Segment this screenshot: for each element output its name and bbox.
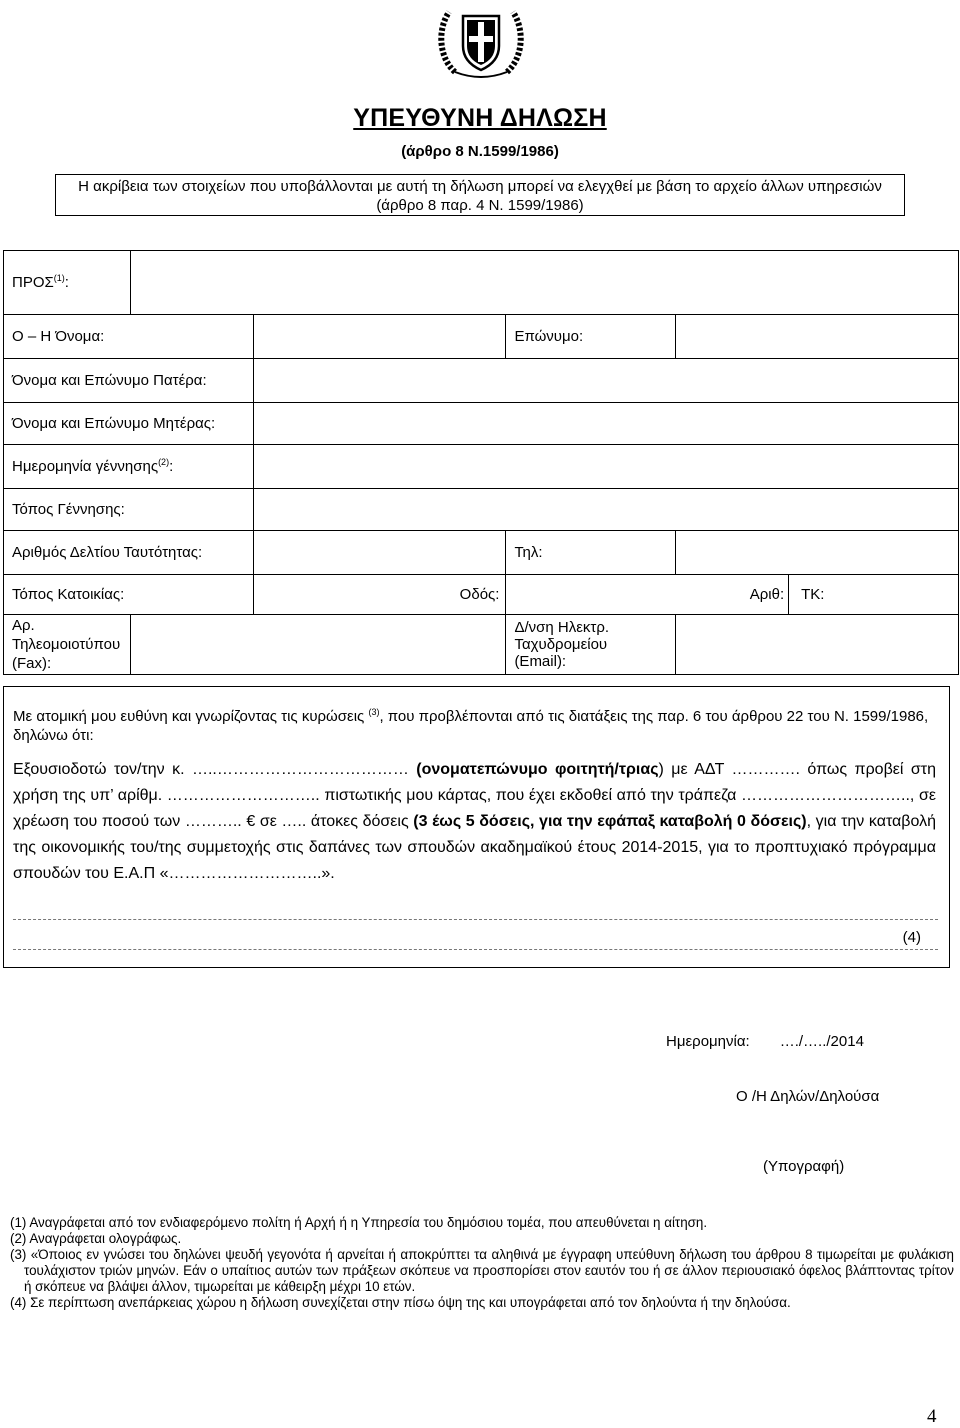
street-label: Οδός: xyxy=(253,575,506,615)
footnote-item: (3) «Όποιος εν γνώσει του δηλώνει ψευδή γεγονότα ή αρνείται ή αποκρύπτει τα αληθινά με έγγραφη υπεύθυνη δήλωση του άρθρου 8 τιμωρείται με φυλάκιση τουλάχιστον τριών μηνών. Εάν ο υπαίτιος αυτών των πράξεων σκόπευε να προσπορίσει στον εαυτόν του ή σε άλλον περιουσιακό όφελος βλάπτοντας τρίτον ή σκόπευε να βλάψει άλλον, τιμωρείται με κάθειρξη μέχρι 10 ετών. xyxy=(10,1247,954,1294)
statement-dashed-line xyxy=(13,949,938,950)
first-name-label: Ο – Η Όνομα: xyxy=(4,315,254,359)
id-card-label: Αριθμός Δελτίου Ταυτότητας: xyxy=(4,531,254,575)
birthdate-label: Ημερομηνία γέννησης$^{(2)}$: xyxy=(4,445,254,489)
statement-box xyxy=(3,686,950,968)
date-field[interactable]: …./…../2014 xyxy=(779,1033,864,1050)
mother-name-field[interactable] xyxy=(253,403,958,445)
statement-dashed-line xyxy=(13,919,938,920)
page-number: 4 xyxy=(927,1406,937,1427)
mother-name-label: Όνομα και Επώνυμο Μητέρας: xyxy=(4,403,254,445)
statement-text[interactable]: Εξουσιοδοτώ τον/την κ. …..……………………………… (ονοματεπώνυμο φοιτητή/τριας) με ΑΔΤ …………. όπως προβεί στη χρήση της υπ’ αρίθμ. ……………………….. πιστωτικής μου κάρτας, που έχει εκδοθεί από την τράπεζα ………………………….., σε χρέωση του ποσού των ……….. € σε ….. άτοκες δόσεις (3 έως 5 δόσεις, για την εφάπαξ καταβολή 0 δόσεις), για την καταβολή της οικονομικής του/της συμμετοχής στις δαπάνες των σπουδών ακαδημαϊκού έτους 2014-2015, για το προπτυχιακό πρόγραμμα σπουδών του Ε.Α.Π «………………………..». xyxy=(13,761,937,882)
document-title: ΥΠΕΥΘΥΝΗ ΔΗΛΩΣΗ xyxy=(353,104,607,132)
greek-state-emblem-icon xyxy=(433,2,529,80)
footnote-item: (1) Αναγράφεται από τον ενδιαφερόμενο πολίτη ή Αρχή ή η Υπηρεσία του δημόσιου τομέα, που απευθύνεται η αίτηση. xyxy=(10,1215,708,1230)
footnote-item: (4) Σε περίπτωση ανεπάρκειας χώρου η δήλωση συνεχίζεται στην πίσω όψη της και υπογράφεται από τον δηλούντα ή την δηλούσα. xyxy=(10,1295,791,1310)
document-subtitle: (άρθρο 8 Ν.1599/1986) xyxy=(401,143,559,160)
email-label: Δ/νση Ηλεκτρ. Ταχυδρομείου (Email): xyxy=(506,615,676,675)
father-name-label: Όνομα και Επώνυμο Πατέρα: xyxy=(4,359,254,403)
accuracy-notice: Η ακρίβεια των στοιχείων που υποβάλλονται με αυτή τη δήλωση μπορεί να ελεγχθεί με βάση το αρχείο άλλων υπηρεσιών (άρθρο 8 παρ. 4 Ν. 1599/1986) xyxy=(55,174,905,216)
footnotes xyxy=(10,1215,954,1311)
declarant-label: Ο /Η Δηλών/Δηλούσα xyxy=(736,1088,880,1105)
id-card-field[interactable] xyxy=(253,531,506,575)
date-label: Ημερομηνία: xyxy=(666,1033,750,1050)
statement-footnote-ref: (4) xyxy=(902,929,921,946)
birthplace-label: Τόπος Γέννησης: xyxy=(4,489,254,531)
document-header xyxy=(0,104,960,160)
postcode-label: ΤΚ: xyxy=(789,575,959,615)
phone-label: Τηλ: xyxy=(506,531,676,575)
birthplace-field[interactable] xyxy=(253,489,958,531)
date-line xyxy=(666,1033,864,1050)
surname-label: Επώνυμο: xyxy=(506,315,676,359)
number-label: Αριθ: xyxy=(506,575,789,615)
fax-label: Αρ. Τηλεομοιοτύπου (Fax): xyxy=(4,615,131,675)
surname-field[interactable] xyxy=(676,315,959,359)
statement-intro: Με ατομική μου ευθύνη και γνωρίζοντας τις κυρώσεις $^{(3)}$, που προβλέπονται από τις διατάξεις της παρ. 6 του άρθρου 22 του Ν. 1599/1986, δηλώνω ότι: xyxy=(13,707,929,744)
email-field[interactable] xyxy=(676,615,959,675)
signature-label: (Υπογραφή) xyxy=(763,1158,845,1175)
footnote-item: (2) Αναγράφεται ολογράφως. xyxy=(10,1231,182,1246)
recipient-label: ΠΡΟΣ$^{(1)}$: xyxy=(4,251,131,315)
first-name-field[interactable] xyxy=(253,315,506,359)
father-name-field[interactable] xyxy=(253,359,958,403)
personal-details-form xyxy=(3,250,959,675)
fax-field[interactable] xyxy=(130,615,505,675)
phone-field[interactable] xyxy=(676,531,959,575)
recipient-field[interactable] xyxy=(130,251,958,315)
residence-label: Τόπος Κατοικίας: xyxy=(4,575,254,615)
birthdate-field[interactable] xyxy=(253,445,958,489)
